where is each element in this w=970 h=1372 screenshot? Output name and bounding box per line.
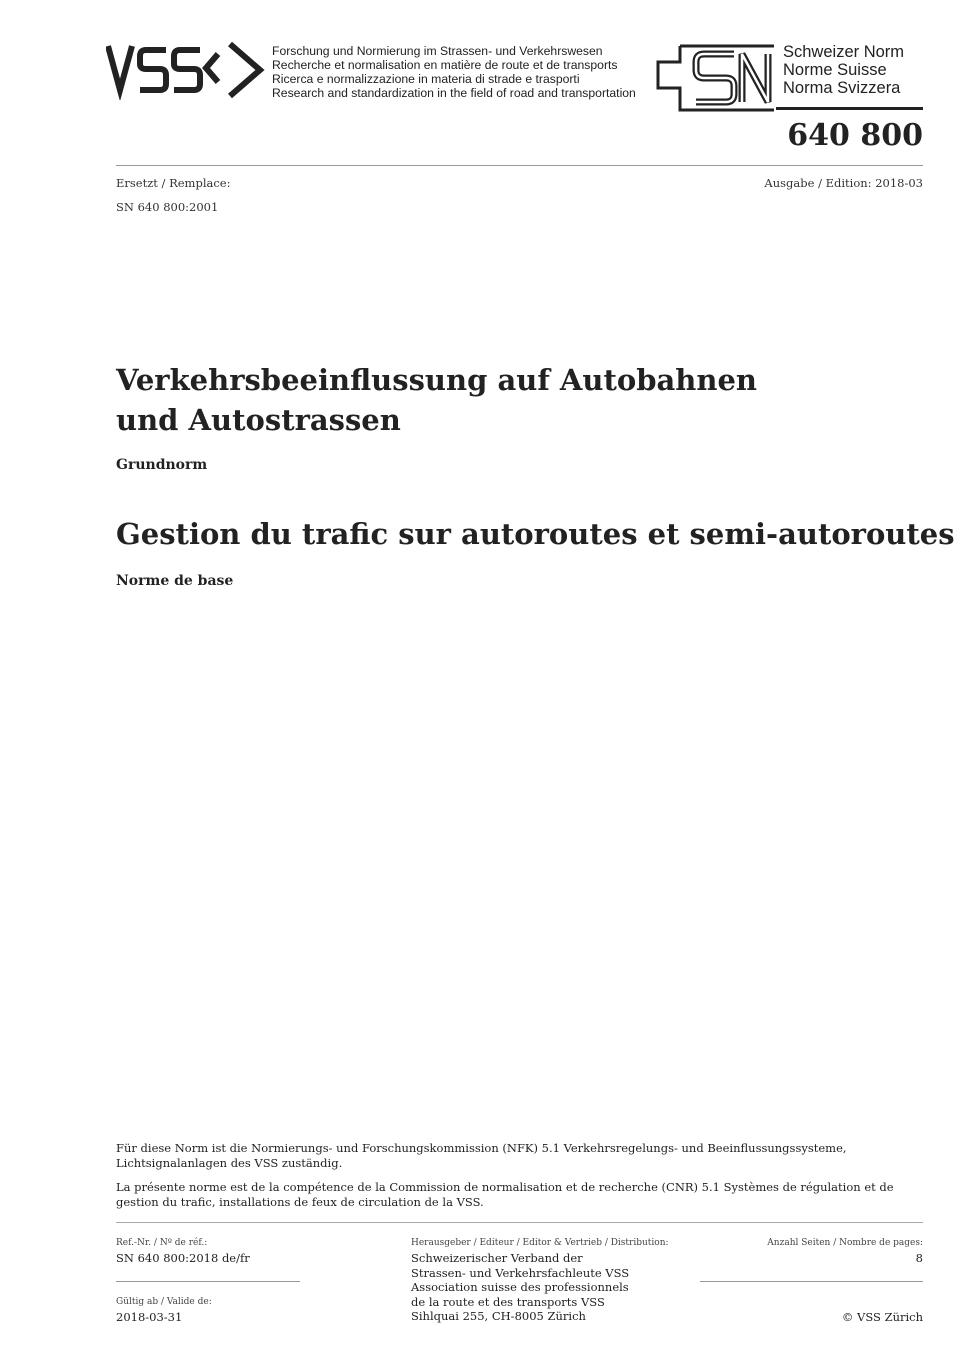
ref-divider [116,1281,300,1282]
title-fr: Gestion du trafic sur autoroutes et semi-autoroutes [116,517,955,551]
publisher-line: Association suisse des professionnels [411,1280,629,1294]
title-de-line1: Verkehrsbeeinflussung auf Autobahnen [116,363,757,397]
publisher-address [411,1251,671,1324]
sn-label-fr: Norme Suisse [783,61,887,79]
publisher-line: Schweizerischer Verband der [411,1251,583,1265]
valid-label: Gültig ab / Valide de: [116,1297,212,1307]
publisher-line: Sihlquai 255, CH-8005 Zürich [411,1309,586,1323]
pages-divider [700,1281,923,1282]
copyright: © VSS Zürich [841,1310,923,1324]
vss-tagline-fr: Recherche et normalisation en matière de route et de transports [272,58,618,72]
sn-underline [776,107,923,110]
publisher-line: de la route et des transports VSS [411,1294,605,1309]
valid-value: 2018-03-31 [116,1310,183,1324]
header-divider [116,165,923,166]
subtitle-fr: Norme de base [116,573,234,589]
footer-divider [116,1222,923,1223]
sn-label-de: Schweizer Norm [783,43,905,61]
vss-tagline-en: Research and standardization in the field of road and transportation [272,86,636,100]
vss-tagline-it: Ricerca e normalizzazione in materia di strade e trasporti [272,72,580,86]
edition: Ausgabe / Edition: 2018-03 [764,176,923,190]
publisher-line: Strassen- und Verkehrsfachleute VSS [411,1265,630,1280]
responsibility-note-de: Für diese Norm ist die Normierungs- und Forschungskommission (NFK) 5.1 Verkehrsregelungs- und Beeinflussungssysteme, Lichtsignalanlagen des VSS zuständig. [116,1141,847,1170]
pages-label: Anzahl Seiten / Nombre de pages: [767,1238,923,1248]
ref-label: Ref.-Nr. / Nº de réf.: [116,1238,208,1248]
sn-logo [656,44,774,112]
title-de [116,360,896,440]
vss-tagline [272,44,636,100]
replaces-value: SN 640 800:2001 [116,200,219,214]
pages-value: 8 [915,1251,923,1265]
vss-tagline-de: Forschung und Normierung im Strassen- und Verkehrswesen [272,44,603,58]
title-de-line2: und Autostrassen [116,403,401,437]
standard-number: 640 800 [787,118,923,153]
publisher-label: Herausgeber / Editeur / Editor & Vertrieb / Distribution: [411,1238,669,1248]
ref-value: SN 640 800:2018 de/fr [116,1251,250,1265]
replaces-label: Ersetzt / Remplace: [116,176,231,190]
subtitle-de: Grundnorm [116,457,208,473]
responsibility-note-fr: La présente norme est de la compétence de la Commission de normalisation et de recherche (CNR) 5.1 Systèmes de régulation et de gestion du trafic, installations de feux de circulation de la VSS. [116,1180,894,1209]
sn-label-it: Norma Svizzera [783,79,901,97]
sn-label [783,43,904,97]
vss-logo [106,40,266,100]
